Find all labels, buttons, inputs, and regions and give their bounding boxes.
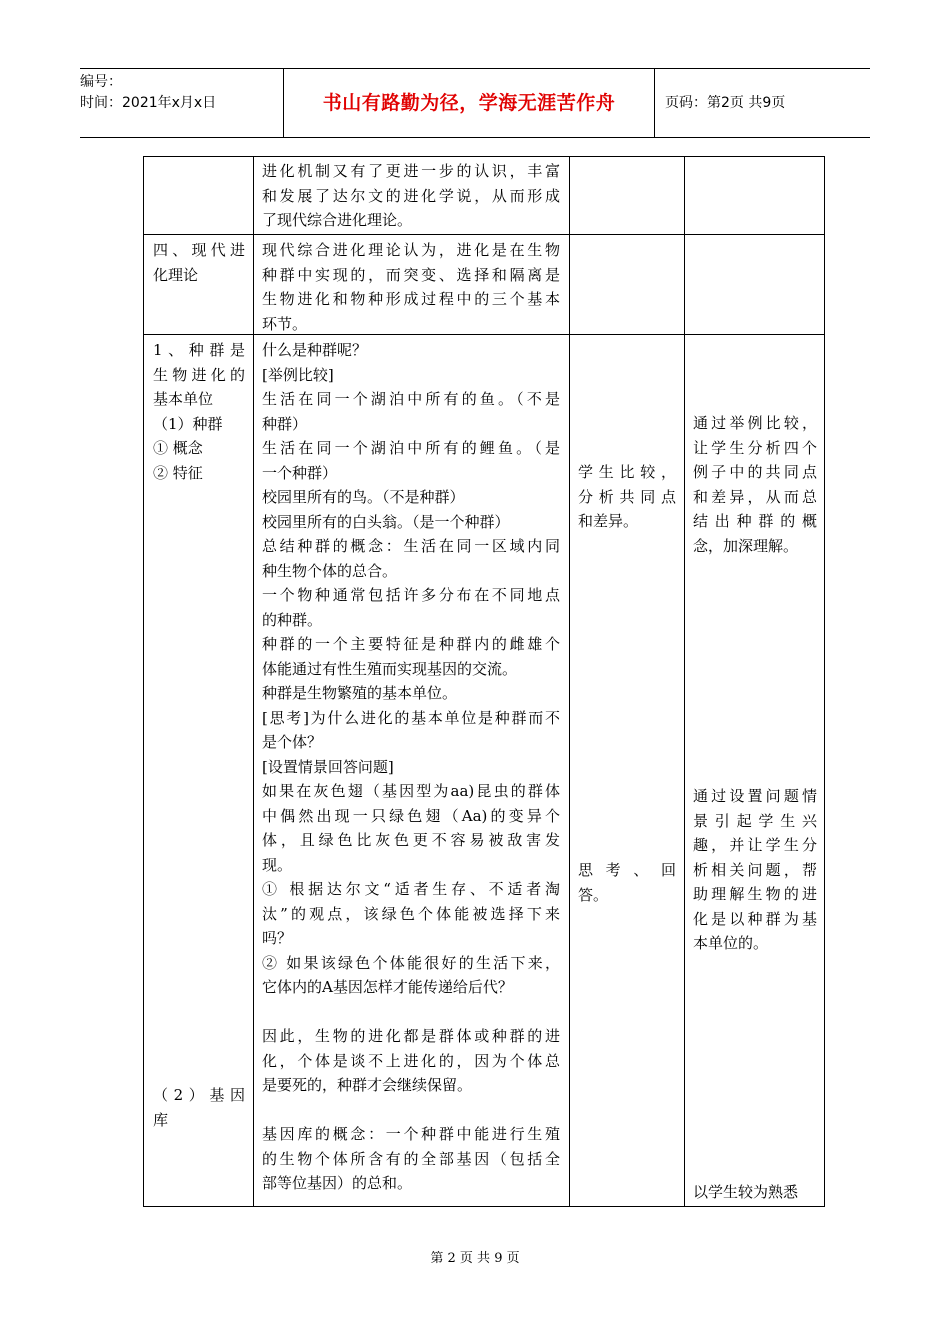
text-line: 库 [153,1110,169,1129]
text-line: 通过设置问题情 [693,787,817,805]
text-line: 分析共同点 [578,487,676,506]
table-border-bottom [143,1206,825,1207]
text-line: 四、现代进 [153,241,245,259]
col-divider [143,156,144,1207]
text-line: 因此，生物的进化都是群体或种群的进 [262,1027,560,1045]
text-line: 以学生较为熟悉 [693,1183,799,1201]
text-line: 的种群。 [262,610,323,629]
text-line: 景引起学生兴 [693,811,817,830]
text-line: 体，且绿色比灰色更不容易被敌害发 [262,831,560,849]
text-line: 化是以种群为基 [693,909,817,928]
row-divider [143,234,825,235]
text-line: 吗？ [262,929,293,947]
text-line: 一个种群） [262,463,338,482]
text-line: 本单位的。 [693,934,769,952]
text-line: 体能通过有性生殖而实现基因的交流。 [262,659,518,678]
text-line: 例子中的共同点 [693,463,817,481]
text-line: 通过举例比较， [693,414,817,432]
text-line: 化，个体是谈不上进化的，因为个体总 [262,1051,560,1070]
text-line: 了现代综合进化理论。 [262,211,413,229]
col-divider [569,156,570,1207]
col-divider [253,156,254,1207]
row3-student-a [578,460,676,534]
text-line: 种群中实现的，而突变、选择和隔离是 [262,265,560,284]
text-line: （1）种群 [153,414,223,433]
header-left [80,69,283,140]
text-line: 1、种群是 [153,341,245,359]
row1-content [262,159,560,233]
text-line: 汰”的观点，该绿色个体能被选择下来 [262,904,560,923]
text-line: 部等位基因）的总和。 [262,1174,413,1192]
text-line: 基本单位 [153,390,214,408]
table-border-top [143,156,825,157]
text-line: [举例比较] [262,365,334,384]
text-line: 趣，并让学生分 [693,836,817,854]
text-line: 生物进化和物种形成过程中的三个基本 [262,290,560,308]
text-line: 和差异，从而总 [693,487,817,506]
text-line: 总结种群的概念：生活在同一区域内同 [262,537,560,555]
text-line: 基因库的概念：一个种群中能进行生殖 [262,1125,560,1143]
text-line: 种生物个体的总合。 [262,561,398,580]
text-line: ① 根据达尔文“适者生存、不适者淘 [262,880,560,898]
text-line: 答。 [578,885,609,904]
row3-intent-c [693,1180,817,1205]
text-line: [设置情景回答问题] [262,757,394,776]
text-line: 种群） [262,414,308,433]
text-line: 是个体？ [262,733,323,751]
text-line: 是要死的，种群才会继续保留。 [262,1076,473,1094]
text-line: 思考、回 [578,861,676,879]
date-label: 时间：2021年x月x日 [80,95,217,111]
text-line: 种群的一个主要特征是种群内的雌雄个 [262,635,560,653]
text-line: 析相关问题，帮 [693,860,817,879]
text-line: 学生比较， [578,463,676,481]
text-line: 生活在同一个湖泊中所有的鲤鱼。（是 [262,439,560,457]
text-line: 助理解生物的进 [693,885,817,903]
text-line: [思考]为什么进化的基本单位是种群而不 [262,708,560,727]
text-line: ② 如果该绿色个体能很好的生活下来， [262,953,560,972]
text-line: 让学生分析四个 [693,438,817,457]
text-line: 念，加深理解。 [693,536,799,555]
text-line: 中偶然出现一只绿色翅（Aa)的变异个 [262,806,560,825]
text-line: 一个物种通常包括许多分布在不同地点 [262,586,560,604]
page-header [80,68,870,138]
col-divider [684,156,685,1207]
text-line: 的生物个体所含有的全部基因（包括全 [262,1149,560,1168]
row3-topic-a [153,338,245,485]
text-line [262,1098,560,1123]
row3-intent-b [693,784,817,956]
lesson-table [143,156,825,1207]
text-line: 和发展了达尔文的进化学说，从而形成 [262,186,560,205]
text-line: 它体内的A基因怎样才能传递给后代？ [262,978,513,996]
text-line: 生物进化的 [153,365,245,384]
text-line: ① 概念 [153,439,203,457]
text-line: ② 特征 [153,463,203,482]
row3-intent-a [693,411,817,558]
text-line: 环节。 [262,314,308,333]
text-line: （2）基因 [153,1086,245,1104]
page-footer: 第 2 页 共 9 页 [430,1251,520,1266]
text-line: 如果在灰色翅（基因型为aa)昆虫的群体 [262,782,560,800]
row3-content [262,338,560,1196]
text-line: 什么是种群呢？ [262,341,368,359]
row2-topic [153,238,245,287]
row3-student-b [578,858,676,907]
text-line: 现代综合进化理论认为，进化是在生物 [262,241,560,259]
text-line: 和差异。 [578,512,639,530]
text-line: 化理论 [153,265,199,284]
text-line: 校园里所有的鸟。（不是种群） [262,488,465,506]
header-page-label: 页码：第2页 共9页 [665,95,786,111]
text-line: 校园里所有的白头翁。（是一个种群） [262,512,510,531]
text-line: 结出种群的概 [693,512,817,530]
text-line: 进化机制又有了更进一步的认识，丰富 [262,162,560,180]
text-line: 种群是生物繁殖的基本单位。 [262,684,458,702]
text-line: 生活在同一个湖泊中所有的鱼。（不是 [262,390,560,408]
row2-content [262,238,560,336]
col-divider [824,156,825,1207]
header-motto: 书山有路勤为径，学海无涯苦作舟 [283,69,655,137]
text-line [262,1000,560,1025]
row3-topic-b [153,1083,245,1132]
number-label: 编号： [80,74,122,90]
text-line: 现。 [262,855,293,874]
